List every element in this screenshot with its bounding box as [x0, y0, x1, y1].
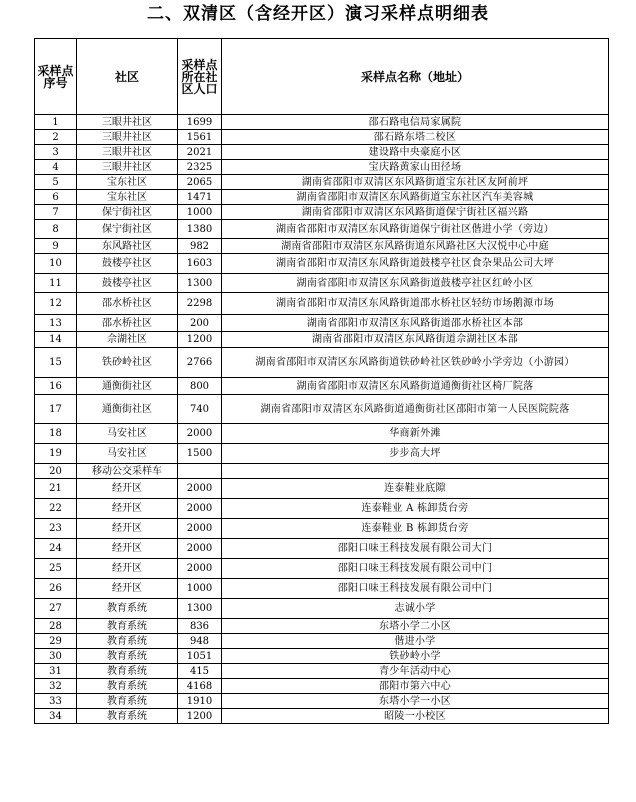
table-row	[35, 175, 609, 190]
serial-number-cell: 28	[35, 619, 77, 634]
table-row	[35, 634, 609, 649]
table-row	[35, 519, 609, 539]
community-cell: 东风路社区	[77, 239, 178, 254]
serial-number-cell: 22	[35, 499, 77, 519]
site-name-cell: 宝庆路黄家山田径场	[222, 160, 609, 175]
site-name-cell: 邵阳口味王科技发展有限公司中门	[222, 559, 609, 579]
population-cell: 1000	[178, 205, 222, 220]
table-row	[35, 395, 609, 424]
serial-number-cell: 1	[35, 115, 77, 130]
community-cell: 宝东社区	[77, 175, 178, 190]
population-cell: 1200	[178, 332, 222, 348]
table-row	[35, 539, 609, 559]
site-name-cell	[222, 464, 609, 479]
serial-number-cell: 25	[35, 559, 77, 579]
header-population: 采样点所在社区人口	[178, 39, 222, 115]
population-cell: 2766	[178, 348, 222, 378]
site-name-cell: 邵石路东塔二校区	[222, 130, 609, 145]
population-cell: 2325	[178, 160, 222, 175]
serial-number-cell: 9	[35, 239, 77, 254]
population-cell: 1910	[178, 694, 222, 709]
population-cell: 2021	[178, 145, 222, 160]
community-cell: 经开区	[77, 559, 178, 579]
table-row	[35, 599, 609, 619]
table-header-row	[35, 39, 609, 115]
serial-number-cell: 34	[35, 709, 77, 724]
population-cell: 2000	[178, 479, 222, 499]
community-cell: 马安社区	[77, 444, 178, 464]
population-cell: 2000	[178, 499, 222, 519]
site-name-cell: 偕进小学	[222, 634, 609, 649]
serial-number-cell: 2	[35, 130, 77, 145]
site-name-cell: 湖南省邵阳市双清区东风路街道通衡街社区椅厂院落	[222, 378, 609, 395]
population-cell: 1300	[178, 599, 222, 619]
table-row	[35, 709, 609, 724]
community-cell: 教育系统	[77, 649, 178, 664]
serial-number-cell: 19	[35, 444, 77, 464]
population-cell: 982	[178, 239, 222, 254]
site-name-cell: 湖南省邵阳市双清区东风路街道鼓楼亭社区红岭小区	[222, 274, 609, 293]
site-name-cell: 湖南省邵阳市双清区东风路街道保宁街社区福兴路	[222, 205, 609, 220]
table-row	[35, 293, 609, 315]
community-cell: 教育系统	[77, 709, 178, 724]
community-cell: 经开区	[77, 579, 178, 599]
site-name-cell: 步步高大坪	[222, 444, 609, 464]
community-cell: 马安社区	[77, 424, 178, 444]
population-cell: 2000	[178, 424, 222, 444]
table-row	[35, 254, 609, 274]
site-name-cell: 湖南省邵阳市双清区东风路街道保宁街社区偕进小学（旁边）	[222, 220, 609, 239]
site-name-cell: 湖南省邵阳市双清区东风路街道邵水桥社区轻纺市场鹅源市场	[222, 293, 609, 315]
population-cell: 2000	[178, 539, 222, 559]
serial-number-cell: 17	[35, 395, 77, 424]
site-name-cell: 湖南省邵阳市双清区东风路街道东风路社区大汉悦中心中庭	[222, 239, 609, 254]
table-row	[35, 274, 609, 293]
table-row	[35, 130, 609, 145]
population-cell: 740	[178, 395, 222, 424]
site-name-cell: 湖南省邵阳市双清区东风路街道铁砂岭社区铁砂岭小学旁边（小游园）	[222, 348, 609, 378]
serial-number-cell: 15	[35, 348, 77, 378]
table-row	[35, 315, 609, 332]
table-row	[35, 220, 609, 239]
table-row	[35, 332, 609, 348]
site-name-cell: 铁砂岭小学	[222, 649, 609, 664]
site-name-cell: 湖南省邵阳市双清区东风路街道邵水桥社区本部	[222, 315, 609, 332]
site-name-cell: 华商新外滩	[222, 424, 609, 444]
serial-number-cell: 14	[35, 332, 77, 348]
serial-number-cell: 26	[35, 579, 77, 599]
site-name-cell: 邵阳口味王科技发展有限公司中门	[222, 579, 609, 599]
population-cell: 1051	[178, 649, 222, 664]
site-name-cell: 连泰鞋业 B 栋卸货台旁	[222, 519, 609, 539]
community-cell: 经开区	[77, 519, 178, 539]
table-row	[35, 464, 609, 479]
population-cell: 1471	[178, 190, 222, 205]
community-cell: 经开区	[77, 499, 178, 519]
population-cell: 2065	[178, 175, 222, 190]
population-cell: 1699	[178, 115, 222, 130]
table-row	[35, 619, 609, 634]
community-cell: 教育系统	[77, 634, 178, 649]
site-name-cell: 邵石路电信局家属院	[222, 115, 609, 130]
site-name-cell: 连泰鞋业底隙	[222, 479, 609, 499]
serial-number-cell: 29	[35, 634, 77, 649]
serial-number-cell: 3	[35, 145, 77, 160]
community-cell: 经开区	[77, 479, 178, 499]
community-cell: 三眼井社区	[77, 145, 178, 160]
site-name-cell: 湖南省邵阳市双清区东风路街道佘湖社区本部	[222, 332, 609, 348]
serial-number-cell: 8	[35, 220, 77, 239]
population-cell: 415	[178, 664, 222, 679]
population-cell: 1300	[178, 274, 222, 293]
serial-number-cell: 18	[35, 424, 77, 444]
population-cell: 200	[178, 315, 222, 332]
community-cell: 保宁街社区	[77, 220, 178, 239]
serial-number-cell: 30	[35, 649, 77, 664]
population-cell: 2000	[178, 519, 222, 539]
population-cell: 4168	[178, 679, 222, 694]
document-title: 二、双清区（含经开区）演习采样点明细表	[147, 4, 489, 24]
population-cell: 1500	[178, 444, 222, 464]
table-row	[35, 424, 609, 444]
serial-number-cell: 7	[35, 205, 77, 220]
community-cell: 鼓楼亭社区	[77, 254, 178, 274]
serial-number-cell: 4	[35, 160, 77, 175]
community-cell: 教育系统	[77, 679, 178, 694]
population-cell: 836	[178, 619, 222, 634]
serial-number-cell: 6	[35, 190, 77, 205]
site-name-cell: 青少年活动中心	[222, 664, 609, 679]
population-cell: 2298	[178, 293, 222, 315]
table-row	[35, 145, 609, 160]
serial-number-cell: 21	[35, 479, 77, 499]
community-cell: 佘湖社区	[77, 332, 178, 348]
community-cell: 邵水桥社区	[77, 293, 178, 315]
community-cell: 鼓楼亭社区	[77, 274, 178, 293]
site-name-cell: 东塔小学一小区	[222, 694, 609, 709]
table-row	[35, 679, 609, 694]
population-cell: 1603	[178, 254, 222, 274]
serial-number-cell: 11	[35, 274, 77, 293]
community-cell: 通衡街社区	[77, 395, 178, 424]
table-row	[35, 579, 609, 599]
population-cell	[178, 464, 222, 479]
serial-number-cell: 33	[35, 694, 77, 709]
community-cell: 经开区	[77, 539, 178, 559]
sampling-sites-table	[34, 38, 609, 724]
site-name-cell: 湖南省邵阳市双清区东风路街道宝东社区友阿前坪	[222, 175, 609, 190]
serial-number-cell: 23	[35, 519, 77, 539]
table-body	[35, 115, 609, 724]
header-serial-number: 采样点序号	[35, 39, 77, 115]
site-name-cell: 湖南省邵阳市双清区东风路街道通衡街社区邵阳市第一人民医院院落	[222, 395, 609, 424]
population-cell: 1561	[178, 130, 222, 145]
table-row	[35, 479, 609, 499]
site-name-cell: 东塔小学二小区	[222, 619, 609, 634]
site-name-cell: 志诚小学	[222, 599, 609, 619]
community-cell: 移动公交采样车	[77, 464, 178, 479]
site-name-cell: 昭陵一小校区	[222, 709, 609, 724]
serial-number-cell: 16	[35, 378, 77, 395]
table-row	[35, 190, 609, 205]
population-cell: 2000	[178, 559, 222, 579]
serial-number-cell: 31	[35, 664, 77, 679]
table-row	[35, 649, 609, 664]
population-cell: 1000	[178, 579, 222, 599]
community-cell: 宝东社区	[77, 190, 178, 205]
serial-number-cell: 24	[35, 539, 77, 559]
table-row	[35, 559, 609, 579]
site-name-cell: 湖南省邵阳市双清区东风路街道鼓楼亭社区食杂果品公司大坪	[222, 254, 609, 274]
table-row	[35, 239, 609, 254]
serial-number-cell: 27	[35, 599, 77, 619]
site-name-cell: 邵阳市第六中心	[222, 679, 609, 694]
community-cell: 教育系统	[77, 619, 178, 634]
community-cell: 三眼井社区	[77, 115, 178, 130]
community-cell: 铁砂岭社区	[77, 348, 178, 378]
table-row	[35, 378, 609, 395]
community-cell: 邵水桥社区	[77, 315, 178, 332]
population-cell: 948	[178, 634, 222, 649]
table-row	[35, 205, 609, 220]
serial-number-cell: 13	[35, 315, 77, 332]
serial-number-cell: 20	[35, 464, 77, 479]
community-cell: 三眼井社区	[77, 160, 178, 175]
site-name-cell: 连泰鞋业 A 栋卸货台旁	[222, 499, 609, 519]
community-cell: 教育系统	[77, 694, 178, 709]
site-name-cell: 湖南省邵阳市双清区东风路街道宝东社区汽车美容城	[222, 190, 609, 205]
table-row	[35, 115, 609, 130]
table-row	[35, 444, 609, 464]
table-row	[35, 694, 609, 709]
header-site-name: 采样点名称（地址）	[222, 39, 609, 115]
community-cell: 通衡街社区	[77, 378, 178, 395]
table-row	[35, 348, 609, 378]
population-cell: 1200	[178, 709, 222, 724]
community-cell: 保宁街社区	[77, 205, 178, 220]
table-row	[35, 160, 609, 175]
community-cell: 教育系统	[77, 599, 178, 619]
site-name-cell: 邵阳口味王科技发展有限公司大门	[222, 539, 609, 559]
population-cell: 800	[178, 378, 222, 395]
header-community: 社区	[77, 39, 178, 115]
community-cell: 三眼井社区	[77, 130, 178, 145]
site-name-cell: 建设路中央豪庭小区	[222, 145, 609, 160]
population-cell: 1380	[178, 220, 222, 239]
serial-number-cell: 32	[35, 679, 77, 694]
community-cell: 教育系统	[77, 664, 178, 679]
serial-number-cell: 10	[35, 254, 77, 274]
serial-number-cell: 12	[35, 293, 77, 315]
table-row	[35, 499, 609, 519]
serial-number-cell: 5	[35, 175, 77, 190]
table-row	[35, 664, 609, 679]
